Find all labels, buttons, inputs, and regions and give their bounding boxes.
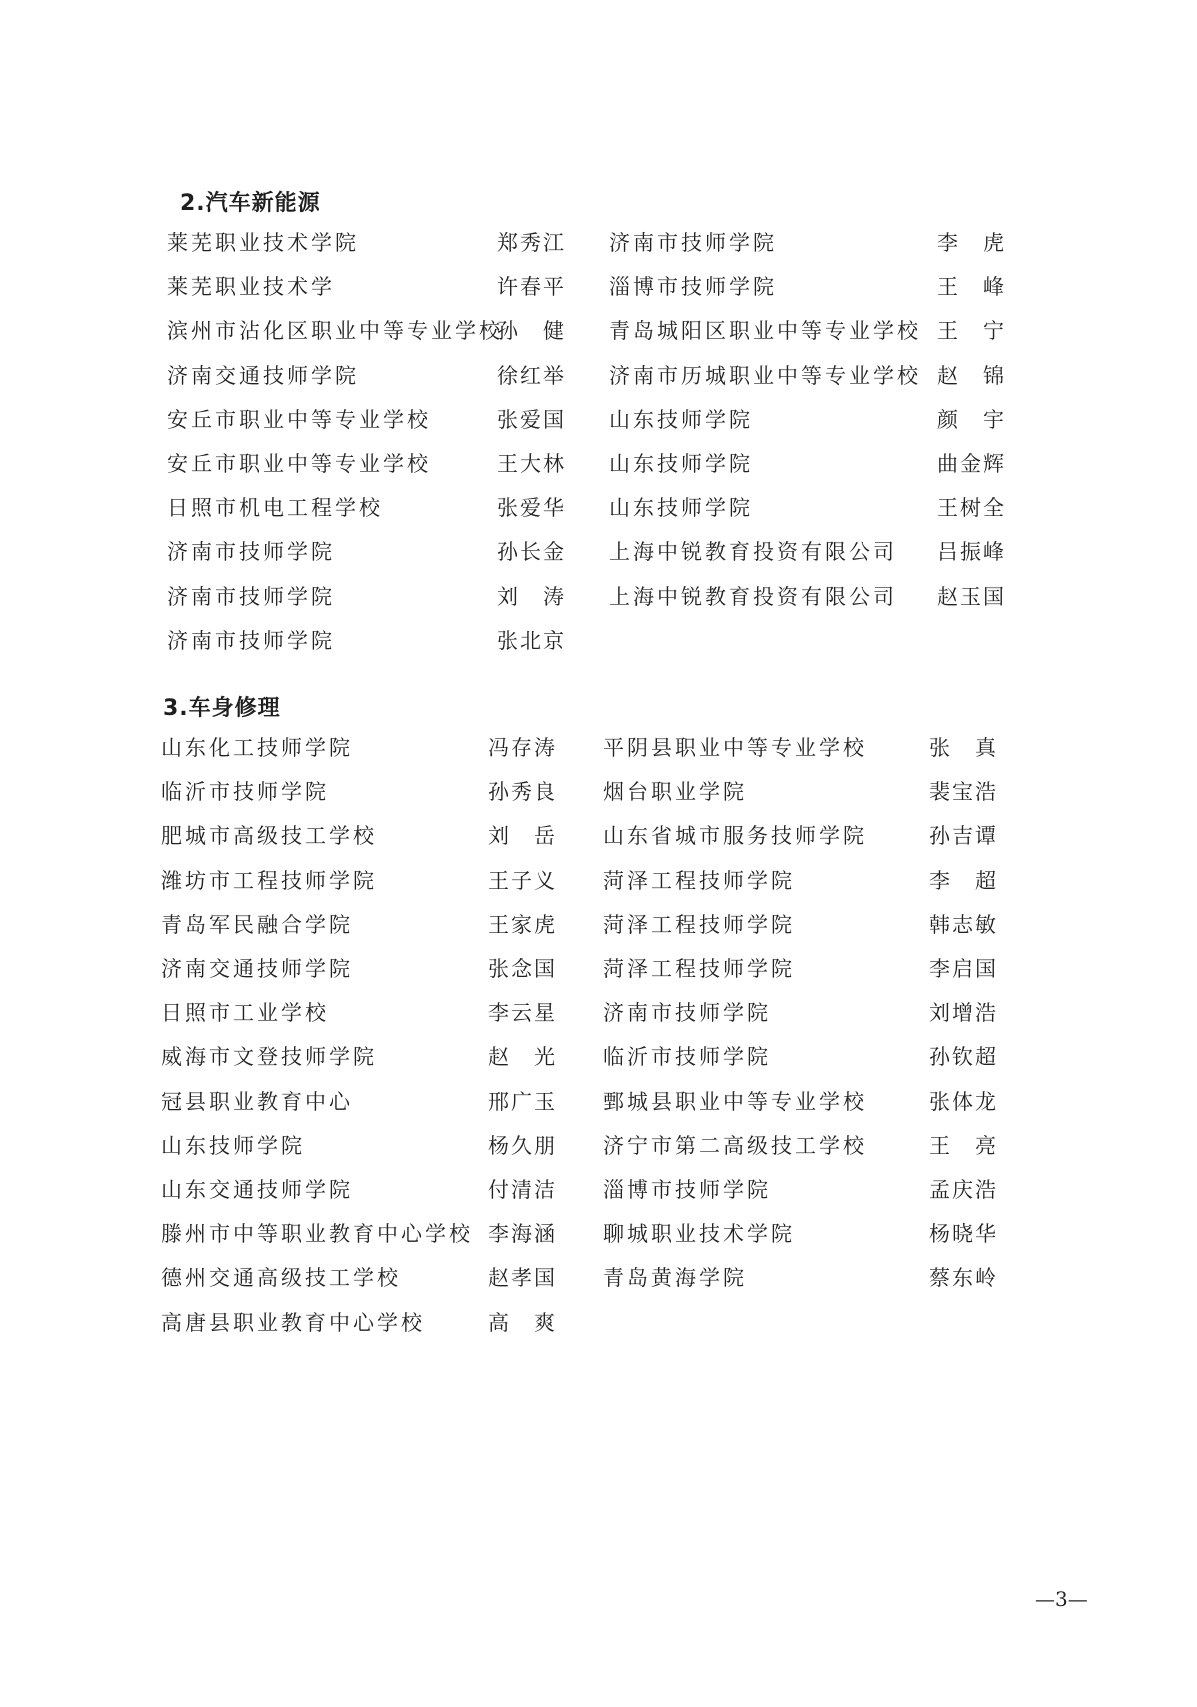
list-item	[167, 537, 587, 567]
school-name: 滕州市中等职业教育中心学校	[161, 1222, 473, 1247]
school-name: 山东技师学院	[161, 1133, 305, 1158]
list-item	[161, 910, 581, 940]
list-item	[161, 954, 581, 984]
list-item	[161, 1131, 581, 1161]
school-name: 临沂市技师学院	[603, 1045, 771, 1070]
person-name: 李启国	[929, 957, 998, 981]
person-name: 曲金辉	[937, 452, 1006, 476]
list-item	[603, 1263, 1023, 1293]
person-name: 王 宁	[937, 319, 1006, 344]
person-name: 赵孝国	[488, 1266, 557, 1291]
person-name: 孙吉谭	[929, 824, 998, 849]
person-name: 刘 涛	[497, 584, 566, 609]
list-item	[603, 1175, 1023, 1205]
person-name: 许春平	[497, 275, 566, 300]
school-name: 莱芜职业技术学院	[167, 231, 359, 255]
school-name: 日照市工业学校	[161, 1001, 329, 1026]
school-name: 烟台职业学院	[603, 780, 747, 805]
school-name: 济南市技师学院	[603, 1001, 771, 1026]
person-name: 张北京	[497, 628, 566, 653]
school-name: 高唐县职业教育中心学校	[161, 1310, 425, 1335]
school-name: 潍坊市工程技师学院	[161, 868, 377, 893]
person-name: 裴宝浩	[929, 780, 998, 805]
list-item	[161, 1219, 581, 1249]
person-name: 李云星	[488, 1001, 557, 1026]
person-name: 颜 宇	[937, 407, 1006, 432]
person-name: 刘 岳	[488, 824, 557, 849]
school-name: 济南市历城职业中等专业学校	[609, 363, 921, 388]
school-name: 莱芜职业技术学	[167, 275, 335, 300]
school-name: 滨州市沾化区职业中等专业学校	[167, 319, 503, 344]
school-name: 青岛城阳区职业中等专业学校	[609, 319, 921, 344]
person-name: 杨晓华	[929, 1222, 998, 1247]
school-name: 菏泽工程技师学院	[603, 957, 795, 981]
person-name: 郑秀江	[497, 231, 566, 255]
list-item	[161, 777, 581, 807]
person-name: 张体龙	[929, 1089, 998, 1114]
school-name: 山东技师学院	[609, 452, 753, 476]
school-name: 济南市技师学院	[167, 584, 335, 609]
list-item	[609, 272, 1029, 302]
person-name: 王家虎	[488, 912, 557, 937]
list-item	[603, 1131, 1023, 1161]
person-name: 王 峰	[937, 275, 1006, 300]
school-name: 鄄城县职业中等专业学校	[603, 1089, 867, 1114]
person-name: 孙长金	[497, 540, 566, 565]
list-item	[603, 1042, 1023, 1072]
school-name: 山东省城市服务技师学院	[603, 824, 867, 849]
list-item	[609, 582, 1029, 612]
person-name: 王 亮	[929, 1133, 998, 1158]
person-name: 徐红举	[497, 363, 566, 388]
person-name: 王子义	[488, 868, 557, 893]
school-name: 德州交通高级技工学校	[161, 1266, 401, 1291]
list-item	[167, 361, 587, 391]
list-item	[161, 1175, 581, 1205]
list-item	[161, 998, 581, 1028]
person-name: 李 虎	[937, 231, 1006, 255]
school-name: 菏泽工程技师学院	[603, 868, 795, 893]
school-name: 肥城市高级技工学校	[161, 824, 377, 849]
person-name: 张念国	[488, 957, 557, 981]
person-name: 孙 健	[497, 319, 566, 344]
school-name: 安丘市职业中等专业学校	[167, 407, 431, 432]
person-name: 付清洁	[488, 1178, 557, 1202]
list-item	[609, 405, 1029, 435]
list-item	[167, 626, 587, 656]
list-item	[603, 866, 1023, 896]
person-name: 赵玉国	[937, 584, 1006, 609]
list-item	[609, 493, 1029, 523]
school-name: 淄博市技师学院	[609, 275, 777, 300]
list-item	[167, 316, 587, 346]
list-item	[603, 821, 1023, 851]
person-name: 韩志敏	[929, 912, 998, 937]
person-name: 刘增浩	[929, 1001, 998, 1026]
person-name: 李 超	[929, 868, 998, 893]
person-name: 冯存涛	[488, 736, 557, 760]
school-name: 济南交通技师学院	[161, 957, 353, 981]
school-name: 山东技师学院	[609, 496, 753, 521]
list-item	[603, 1219, 1023, 1249]
school-name: 上海中锐教育投资有限公司	[609, 584, 897, 609]
section-title: 3.车身修理	[163, 696, 281, 721]
person-name: 赵 锦	[937, 363, 1006, 388]
person-name: 邢广玉	[488, 1089, 557, 1114]
list-item	[167, 405, 587, 435]
person-name: 王树全	[937, 496, 1006, 521]
section-3-right-column	[603, 733, 1023, 1353]
list-item	[167, 582, 587, 612]
person-name: 张 真	[929, 736, 998, 760]
person-name: 赵 光	[488, 1045, 557, 1070]
person-name: 杨久朋	[488, 1133, 557, 1158]
section-2-right-column	[609, 228, 1029, 668]
person-name: 张爱国	[497, 407, 566, 432]
list-item	[609, 361, 1029, 391]
school-name: 日照市机电工程学校	[167, 496, 383, 521]
person-name: 孙秀良	[488, 780, 557, 805]
list-item	[603, 1087, 1023, 1117]
person-name: 李海涵	[488, 1222, 557, 1247]
school-name: 临沂市技师学院	[161, 780, 329, 805]
list-item	[603, 954, 1023, 984]
list-item	[609, 449, 1029, 479]
person-name: 王大林	[497, 452, 566, 476]
list-item	[167, 493, 587, 523]
section-2-left-column	[167, 228, 587, 668]
school-name: 青岛军民融合学院	[161, 912, 353, 937]
school-name: 济南交通技师学院	[167, 363, 359, 388]
list-item	[603, 998, 1023, 1028]
school-name: 平阴县职业中等专业学校	[603, 736, 867, 760]
person-name: 孙钦超	[929, 1045, 998, 1070]
school-name: 冠县职业教育中心	[161, 1089, 353, 1114]
list-item	[161, 1263, 581, 1293]
list-item	[161, 821, 581, 851]
list-item	[167, 228, 587, 258]
list-item	[167, 449, 587, 479]
school-name: 济南市技师学院	[167, 628, 335, 653]
list-item	[609, 537, 1029, 567]
list-item	[161, 733, 581, 763]
school-name: 青岛黄海学院	[603, 1266, 747, 1291]
list-item	[161, 866, 581, 896]
list-item	[167, 272, 587, 302]
list-item	[603, 733, 1023, 763]
school-name: 聊城职业技术学院	[603, 1222, 795, 1247]
list-item	[609, 228, 1029, 258]
section-3-left-column	[161, 733, 581, 1353]
school-name: 山东技师学院	[609, 407, 753, 432]
school-name: 淄博市技师学院	[603, 1178, 771, 1202]
list-item	[161, 1042, 581, 1072]
person-name: 吕振峰	[937, 540, 1006, 565]
list-item	[603, 910, 1023, 940]
list-item	[161, 1308, 581, 1338]
person-name: 张爱华	[497, 496, 566, 521]
school-name: 济南市技师学院	[609, 231, 777, 255]
page-number: —3—	[1035, 1587, 1088, 1611]
list-item	[161, 1087, 581, 1117]
school-name: 上海中锐教育投资有限公司	[609, 540, 897, 565]
school-name: 济南市技师学院	[167, 540, 335, 565]
school-name: 济宁市第二高级技工学校	[603, 1133, 867, 1158]
list-item	[609, 316, 1029, 346]
school-name: 菏泽工程技师学院	[603, 912, 795, 937]
school-name: 山东交通技师学院	[161, 1178, 353, 1202]
person-name: 高 爽	[488, 1310, 557, 1335]
person-name: 蔡东岭	[929, 1266, 998, 1291]
list-item	[603, 777, 1023, 807]
school-name: 威海市文登技师学院	[161, 1045, 377, 1070]
school-name: 安丘市职业中等专业学校	[167, 452, 431, 476]
person-name: 孟庆浩	[929, 1178, 998, 1202]
section-title: 2.汽车新能源	[180, 191, 321, 216]
school-name: 山东化工技师学院	[161, 736, 353, 760]
